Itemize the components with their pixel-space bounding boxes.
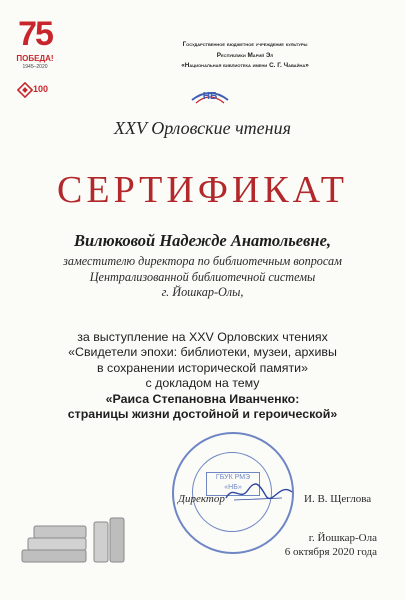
ornament-icon xyxy=(17,82,33,98)
recipient-position xyxy=(0,254,405,301)
position-line-2: Централизованной библиотечной системы xyxy=(89,269,316,284)
victory-75-logo xyxy=(14,16,56,86)
library-emblem-icon xyxy=(190,82,230,108)
place-and-date xyxy=(285,532,377,559)
institution-header xyxy=(95,40,395,72)
event-title: XXV Орловские чтения xyxy=(114,118,291,138)
anniversary-logo xyxy=(17,82,57,98)
city: г. Йошкар-Ола xyxy=(308,532,377,544)
library-emblem xyxy=(190,82,230,108)
body-line-1: за выступление на XXV Орловских чтениях xyxy=(77,330,328,344)
signature-icon xyxy=(222,480,302,504)
victory-word: ПОБЕДА! xyxy=(16,54,54,63)
body-line-3: в сохранении исторической памяти» xyxy=(97,360,308,375)
header-line-2: Республики Марий Эл xyxy=(216,51,274,59)
books-illustration xyxy=(14,494,144,574)
signature-role: Директор xyxy=(178,493,225,505)
victory-number: 75 xyxy=(18,15,52,53)
topic-line-1: «Раиса Степановна Иванченко: xyxy=(105,391,300,406)
certificate-body xyxy=(0,330,405,422)
certificate-title: СЕРТИФИКАТ xyxy=(57,169,348,211)
anniversary-number: 100 xyxy=(33,84,49,94)
topic-line-2: страницы жизни достойной и героической» xyxy=(67,407,338,422)
position-line-1: заместителю директора по библиотечным вопросам xyxy=(63,254,342,268)
books-icon xyxy=(14,494,144,574)
body-line-4: с докладом на тему xyxy=(145,376,260,391)
body-line-2: «Свидетели эпохи: библиотеки, музеи, архивы xyxy=(68,345,337,360)
date: 6 октября 2020 года xyxy=(284,545,377,558)
position-line-3: г. Йошкар-Олы, xyxy=(161,285,244,299)
stamp-line-2: «НБ» xyxy=(224,484,242,491)
victory-years: 1945–2020 xyxy=(22,64,48,70)
library-emblem-text: НБ xyxy=(202,91,218,102)
recipient-name: Вилюковой Надежде Анатольевне, xyxy=(73,231,332,250)
header-line-1: Государственное бюджетное учреждение культуры xyxy=(182,41,308,48)
handwritten-signature xyxy=(222,480,302,504)
signatory-name: И. В. Щеглова xyxy=(304,493,372,505)
header-line-3: «Национальная библиотека имени С. Г. Чавайна» xyxy=(181,62,309,69)
stamp-line-1: ГБУК РМЭ xyxy=(215,474,251,481)
